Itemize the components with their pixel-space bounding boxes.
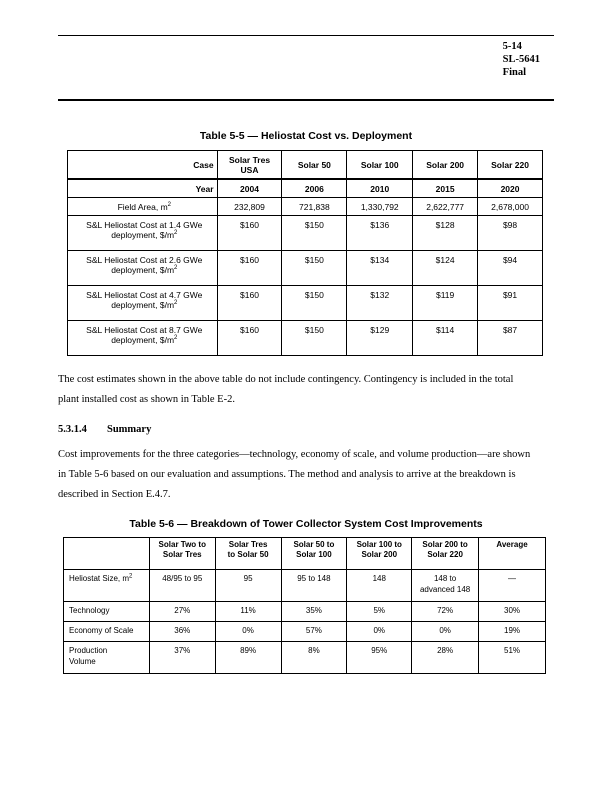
table-5-5-caption: Table 5-5 — Heliostat Cost vs. Deployment <box>199 130 413 142</box>
table-cell: 0% <box>412 622 479 642</box>
table-cell: — <box>479 570 546 602</box>
table-5-5 <box>67 150 543 356</box>
table-cell: 721,838 <box>282 198 347 216</box>
section-title: Summary <box>107 424 152 435</box>
row-label: Economy of Scale <box>64 622 150 642</box>
table-cell: $124 <box>413 251 478 286</box>
table-row <box>68 251 543 286</box>
table-cell: $160 <box>217 286 282 321</box>
row-label: S&L Heliostat Cost at 8.7 GWe deployment, $\$/m^2$ <box>68 321 218 356</box>
year-cell: 2006 <box>282 179 347 198</box>
table-cell: 148 <box>347 570 412 602</box>
column-header: Solar 100 to Solar 200 <box>347 538 412 570</box>
row-label: Production Volume <box>64 642 150 674</box>
document-id: SL-5641 <box>502 54 540 65</box>
table-cell: $150 <box>282 321 347 356</box>
table-cell: 35% <box>281 602 347 622</box>
table-cell: 72% <box>412 602 479 622</box>
heliostat-size-row <box>64 570 546 602</box>
table-cell: 11% <box>215 602 281 622</box>
paragraph-line: described in Section E.4.7. <box>58 489 171 500</box>
column-header: Average <box>479 538 546 570</box>
section-number: 5.3.1.4 <box>58 424 87 435</box>
page-header <box>503 40 540 79</box>
section-heading <box>58 424 151 435</box>
table-cell: 95 to 148 <box>281 570 347 602</box>
row-label: S&L Heliostat Cost at 2.6 GWe deployment, $\$/m^2$ <box>68 251 218 286</box>
table-cell: $128 <box>413 216 478 251</box>
row-label: Technology <box>64 602 150 622</box>
paragraph-line: Cost improvements for the three categories—technology, economy of scale, and volume production—are shown <box>58 449 531 460</box>
table-5-6-header-row <box>64 538 546 570</box>
table-cell: 0% <box>347 622 412 642</box>
table-cell: 95% <box>347 642 412 674</box>
table-cell: $150 <box>282 216 347 251</box>
table-cell: $160 <box>217 251 282 286</box>
table-cell: 5% <box>347 602 412 622</box>
row-label: Heliostat Size, $m^2$ <box>64 570 150 602</box>
table-cell: $94 <box>478 251 543 286</box>
table-cell: $119 <box>413 286 478 321</box>
column-header: Solar Tres USA <box>217 151 282 180</box>
table-cell: 1,330,792 <box>347 198 413 216</box>
document-status: Final <box>502 67 526 78</box>
table-cell: $150 <box>282 251 347 286</box>
year-label: Year <box>68 179 218 198</box>
table-cell: 148 to advanced 148 <box>412 570 479 602</box>
paragraph-line: plant installed cost as shown in Table E-2. <box>58 394 235 405</box>
year-cell: 2010 <box>347 179 413 198</box>
column-header: Solar 200 to Solar 220 <box>412 538 479 570</box>
table-cell: 57% <box>281 622 347 642</box>
empty-header-cell <box>64 538 150 570</box>
table-cell: 48/95 to 95 <box>149 570 215 602</box>
table-row <box>68 216 543 251</box>
column-header: Solar 200 <box>413 151 478 180</box>
table-cell: 0% <box>215 622 281 642</box>
table-5-5-header-row <box>68 151 543 180</box>
table-cell: $98 <box>478 216 543 251</box>
table-cell: $91 <box>478 286 543 321</box>
table-cell: $136 <box>347 216 413 251</box>
paragraph-contingency <box>58 370 554 410</box>
table-cell: 28% <box>412 642 479 674</box>
row-label: Field Area, $m^2$ <box>68 198 218 216</box>
field-area-row <box>68 198 543 216</box>
table-cell: $160 <box>217 216 282 251</box>
year-cell: 2015 <box>413 179 478 198</box>
year-cell: 2020 <box>478 179 543 198</box>
row-label: S&L Heliostat Cost at 1.4 GWe deployment, $\$/m^2$ <box>68 216 218 251</box>
table-cell: $87 <box>478 321 543 356</box>
table-cell: $129 <box>347 321 413 356</box>
table-cell: 95 <box>215 570 281 602</box>
column-header: Solar Two to Solar Tres <box>149 538 215 570</box>
page-number: 5-14 <box>502 41 522 52</box>
header-rule <box>58 99 554 101</box>
table-cell: 27% <box>149 602 215 622</box>
column-header: Solar 220 <box>478 151 543 180</box>
table-cell: $114 <box>413 321 478 356</box>
case-label: Case <box>68 151 218 180</box>
paragraph-line: The cost estimates shown in the above table do not include contingency. Contingency is included in the total <box>58 374 514 385</box>
table-cell: 8% <box>281 642 347 674</box>
table-cell: 89% <box>215 642 281 674</box>
table-cell: 30% <box>479 602 546 622</box>
table-5-6 <box>63 537 546 674</box>
table-cell: $132 <box>347 286 413 321</box>
table-cell: $160 <box>217 321 282 356</box>
row-label: S&L Heliostat Cost at 4.7 GWe deployment, $\$/m^2$ <box>68 286 218 321</box>
table-5-6-caption: Table 5-6 — Breakdown of Tower Collector System Cost Improvements <box>129 518 483 530</box>
table-cell: $134 <box>347 251 413 286</box>
table-row <box>64 602 546 622</box>
year-cell: 2004 <box>217 179 282 198</box>
column-header: Solar 50 <box>282 151 347 180</box>
table-row <box>64 642 546 674</box>
paragraph-line: in Table 5-6 based on our evaluation and assumptions. The method and analysis to arrive at the breakdown is <box>58 469 516 480</box>
table-cell: 51% <box>479 642 546 674</box>
table-row <box>68 286 543 321</box>
table-cell: 19% <box>479 622 546 642</box>
table-cell: $150 <box>282 286 347 321</box>
column-header: Solar 50 to Solar 100 <box>281 538 347 570</box>
table-cell: 232,809 <box>217 198 282 216</box>
paragraph-summary <box>58 445 554 505</box>
column-header: Solar 100 <box>347 151 413 180</box>
table-cell: 2,622,777 <box>413 198 478 216</box>
table-cell: 2,678,000 <box>478 198 543 216</box>
year-row <box>68 179 543 198</box>
table-cell: 36% <box>149 622 215 642</box>
column-header: Solar Tres to Solar 50 <box>215 538 281 570</box>
table-cell: 37% <box>149 642 215 674</box>
table-row <box>68 321 543 356</box>
table-row <box>64 622 546 642</box>
top-rule <box>58 35 554 36</box>
